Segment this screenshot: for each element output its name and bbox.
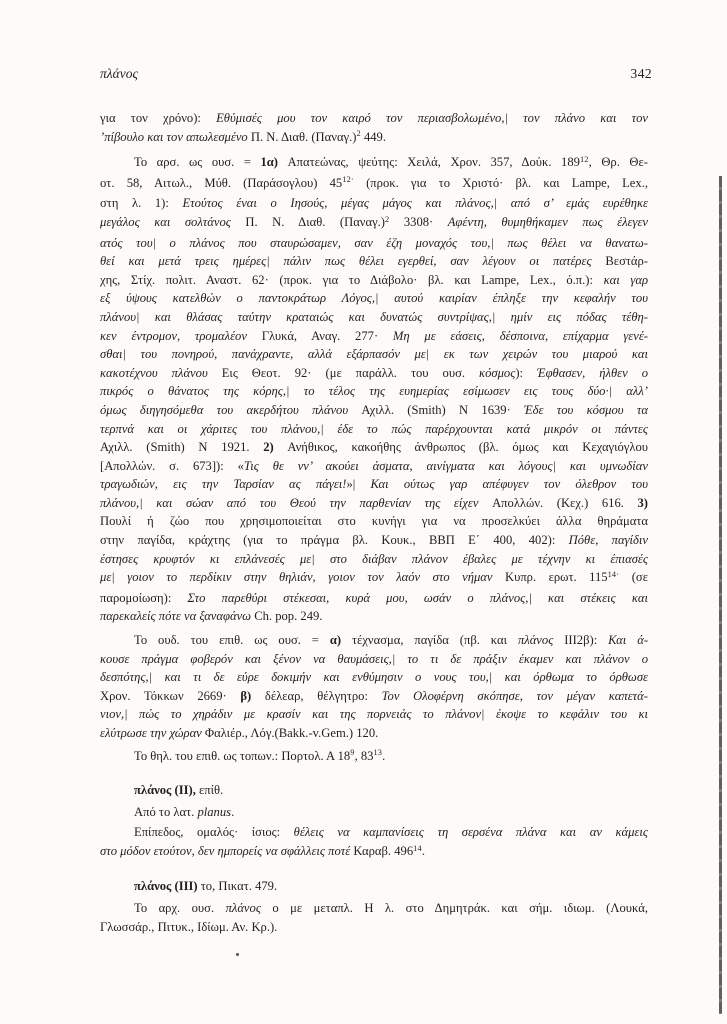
text-run: 9 <box>350 748 355 758</box>
text-run: παρεκαλείς πότε να ξαναφάνω <box>100 609 255 624</box>
text-run: Ετούτος έναι ο Ιησούς, μέγας μάγος και πλάνος,| από σ’ εμάς ευρέθηκε <box>182 196 648 211</box>
text-run: παρομοίωση): <box>100 590 188 605</box>
text-run: θεί και μετά τρεις ημέρες| πάλιν πως θέλει εγερθεί, σαν λέγουν οι πατέρες <box>100 254 606 269</box>
entry-planos-ii-body <box>100 823 648 862</box>
text-line <box>100 531 648 550</box>
text-run: χης, Στίχ. πολιτ. Αναστ. 62· (προκ. για το Διάβολο· βλ. και Lampe, Lex., ό.π.): <box>100 272 604 287</box>
text-run: 2 <box>356 129 361 139</box>
text-line <box>100 724 648 743</box>
text-run: Αχιλλ. (Smith) N 1639· <box>361 402 525 417</box>
text-run: στην παγίδα, κράχτης (για το πράγμα βλ. Κουκ., ΒΒΠ Ε΄ 400, 402): <box>100 533 569 548</box>
text-line <box>100 345 648 364</box>
text-line <box>100 899 648 918</box>
text-run: »| <box>346 477 371 492</box>
text-run: πικρός ο θάνατος της κόρης,| το τέλος της ευημερίας εσίμωσεν εις τους δύο·| αλλ’ <box>100 384 648 399</box>
text-run: Αχιλλ. (Smith) N 1921. <box>100 440 264 455</box>
text-line <box>100 109 648 128</box>
text-run: Το αρσ. ως ουσ. = <box>134 155 261 170</box>
entry-planos-ii-etymology <box>100 803 648 822</box>
text-run: Έδε του κόσμου τα <box>524 402 648 417</box>
text-run: . <box>382 748 386 763</box>
text-run: α) <box>329 633 352 648</box>
text-run: (προκ. για το Χριστό· βλ. και Lampe, Lex., <box>353 175 648 190</box>
text-run: 2) <box>263 440 288 455</box>
text-line <box>100 194 648 213</box>
text-run: εξ ύψους κατελθών ο παντοκράτωρ Λόγος,| αυτού καιρίαν έπληξε την κεφαλήν του <box>100 291 648 306</box>
text-run: Από το λατ. <box>134 804 198 819</box>
text-line <box>100 918 648 937</box>
text-run: θέλεις να καμπανίσεις τη σερσένα πλάνα και αν κάμεις <box>293 825 648 840</box>
text-run: 13 <box>373 748 383 758</box>
text-run: δεσπότης,| και τι δε εύρε δοκιμήν και ενθύμησιν ο νους του,| και όρθωμα το όρθωσε <box>100 670 648 685</box>
text-line <box>100 842 648 863</box>
text-line <box>100 364 648 383</box>
text-run: νιον,| πώς το χηράδιν με κρασίν και της πορνειάς το πλάνον| έκοψε το κεφάλιν του κι <box>100 707 648 722</box>
text-run: πλάνος (III) <box>134 878 201 893</box>
text-line <box>100 568 648 589</box>
text-line <box>100 234 648 253</box>
scan-edge-line <box>719 176 722 1014</box>
text-line <box>100 650 648 669</box>
text-line <box>100 631 648 650</box>
text-column <box>100 109 648 936</box>
text-run: 3308· <box>389 214 448 229</box>
text-run: σθαι| του πονηρού, πανάχραντε, αλλά εξάρπασόν με| εκ των χειρών του μιαρού και <box>100 347 648 362</box>
text-run: Μη με εάσεις, δέσποινα, επίχαρμα γενέ- <box>392 328 648 343</box>
text-run: πλάνος (II), <box>134 783 199 798</box>
text-line <box>100 420 648 439</box>
text-run: [Απολλών. σ. 673]): « <box>100 458 244 473</box>
text-run: 14 <box>413 843 422 853</box>
text-run: οτ. 58, Αιτωλ., Μύθ. (Παράσογλου) 45 <box>100 175 343 190</box>
text-line <box>100 252 648 271</box>
text-run: planus <box>197 804 232 819</box>
text-run: Βεστάρ- <box>605 254 648 269</box>
text-run: έστησες κρυφτόν κι επλάνεσές με| στο διάβαν πλάνον έβαλες με τέχνην κι έπιασές <box>100 551 648 566</box>
text-run: ατός του| ο πλάνος που σταυρώσαμεν, σαν έζη μοναχός του,| πως θέλει να θανατω- <box>100 235 648 250</box>
scan-speck <box>236 953 239 956</box>
text-run: τραγωδιών, εις την Ταρσίαν ας πάγει! <box>100 477 347 492</box>
text-run: Έφθασεν, ήλθεν ο <box>537 365 648 380</box>
text-run: Καραβ. 496 <box>353 843 414 858</box>
text-run: 2 <box>385 214 390 224</box>
text-run: με| γοιον το περδίκιν στην θηλιάν, γοιον τον λαόν στο νήμαν <box>100 570 505 585</box>
text-run: δέλεαρ, θέλγητρο: <box>264 688 382 703</box>
text-run: Το θηλ. του επιθ. ως τοπων.: Πορτολ. Α 18 <box>134 748 351 763</box>
text-line <box>100 494 648 513</box>
text-run: Το αρχ. ουσ. <box>134 901 226 916</box>
text-run: ’πίβουλο και τον απωλεσμένο <box>100 129 251 144</box>
text-run: κουσε πράγμα φοβερόν και ξένον να θαυμάσεις,| το τι δε πράξιν έκαμεν και πλάνον ο <box>100 651 648 666</box>
text-line <box>100 705 648 724</box>
text-run: Απατεώνας, ψεύτης: Χειλά, Χρον. 357, Δούκ. 189 <box>287 155 580 170</box>
text-run: στη λ. 1): <box>100 196 183 211</box>
text-run: Απολλών. (Κεχ.) 616. <box>492 495 638 510</box>
text-run: Χρον. Τόκκων 2669· <box>100 688 241 703</box>
text-run: πλάνου| και θλάσας ταύτην κραταιώς και δυνατώς συντρίψας,| ημίν εις πόδας τέθη- <box>100 309 648 324</box>
text-run: 3) <box>637 495 648 510</box>
text-run: τερπνά και οι χάριτες του πλάνου,| έδε το πώς παρέρχουνται κατά μικρόν οι πάντες <box>100 421 648 436</box>
text-run: . <box>231 804 235 819</box>
text-run: Το ουδ. του επιθ. ως ουσ. = <box>134 633 330 648</box>
text-run: Στο παρεθύρι στέκεσαι, κυρά μου, ωσάν ο πλάνος,| και στέκεις και <box>187 590 648 605</box>
text-run: Τις θε νν’ ακούει άσματα, αινίγματα και λόγους| και υμνωδίαν <box>243 458 648 473</box>
text-line <box>100 687 648 706</box>
feminine-toponym-paragraph <box>100 747 648 768</box>
text-run: μεγάλος και σολτάνος <box>100 214 246 229</box>
text-run: κόσμος <box>479 365 516 380</box>
text-run: 1α) <box>260 155 288 170</box>
text-line <box>100 128 648 149</box>
text-run: ): <box>515 365 538 380</box>
text-line <box>100 438 648 457</box>
text-run: , 83 <box>354 748 374 763</box>
text-run: Π. Ν. Διαθ. (Παναγ.) <box>250 129 357 144</box>
text-line <box>100 174 648 195</box>
text-run: ο με μεταπλ. Η λ. στο Δημητράκ. και σήμ. ιδιωμ. (Λουκά, <box>260 901 648 916</box>
text-line <box>100 382 648 401</box>
running-head-page-number: 342 <box>630 66 652 81</box>
continuation-paragraph <box>100 109 648 148</box>
text-run: για τον χρόνο): <box>100 111 217 125</box>
text-run: και γαρ <box>603 272 648 287</box>
text-run: Αφέντη, θυμηθήκαμεν πως έλεγεν <box>447 214 649 229</box>
text-run: Φαλιέρ., Λόγ.(Bakk.-v.Gem.) 120. <box>204 726 379 740</box>
text-run: Π. Ν. Διαθ. (Παναγ.) <box>245 214 386 229</box>
text-line <box>100 607 648 626</box>
text-line <box>100 512 648 531</box>
text-run: Και ούτως γαρ απέφυγεν τον όλεθρον του <box>370 477 648 492</box>
text-run: Και ά- <box>608 633 649 648</box>
text-run: Εθύμισές μου τον καιρό τον περιασβολωμένο,| τον πλάνο και τον <box>216 111 649 125</box>
running-head <box>100 66 652 82</box>
text-line <box>100 877 648 896</box>
text-run: Τον Ολοφέρνη σκόπησε, τον μέγαν καπετά- <box>381 688 648 703</box>
text-line <box>100 308 648 327</box>
text-line <box>100 803 648 822</box>
text-run: Πόθε, παγίδιν <box>568 533 648 548</box>
text-run: Γλωσσάρ., Πιτυκ., Ιδίωμ. Αν. Κρ.). <box>100 919 278 934</box>
text-run: κακοτέχνου πλάνου <box>100 365 222 380</box>
entry-planos-iii-body <box>100 899 648 936</box>
text-run: τέχνασμα, παγίδα (πβ. και <box>351 633 518 648</box>
text-line <box>100 668 648 687</box>
masculine-as-noun-paragraph <box>100 153 648 626</box>
text-line <box>100 589 648 608</box>
neuter-as-noun-paragraph <box>100 631 648 743</box>
text-run: , Θρ. Θε- <box>588 155 648 170</box>
entry-planos-ii-heading <box>100 781 648 800</box>
text-run: Κυπρ. ερωτ. 115 <box>504 570 608 585</box>
text-line <box>100 401 648 420</box>
text-line <box>100 781 648 800</box>
text-run: Γλυκά, Αναγ. 277· <box>261 328 393 343</box>
text-line <box>100 271 648 290</box>
text-run: Ανήθικος, κακοήθης άνθρωπος (βλ. όμως και Κεχαγιόγλου <box>287 440 648 455</box>
text-run: Πουλί ή ζώο που χρησιμοποιείται στο κυνήγι για να προσελκύει άλλα θηράματα <box>100 514 648 529</box>
text-run: 14· <box>607 569 620 579</box>
text-run: πλάνος <box>225 901 261 916</box>
text-line <box>100 153 648 174</box>
text-run: στο μόδον ετούτον, δεν ημπορείς να σφάλλεις ποτέ <box>100 843 354 858</box>
text-line <box>100 550 648 569</box>
text-run: επίθ. <box>199 783 224 798</box>
entry-planos-iii-heading <box>100 877 648 896</box>
text-line <box>100 289 648 308</box>
text-run: 12· <box>342 175 354 185</box>
text-run: . <box>421 843 425 858</box>
text-line <box>100 475 648 494</box>
text-line <box>100 327 648 346</box>
text-line <box>100 457 648 476</box>
text-run: III2β): <box>553 633 609 648</box>
text-run: ελύτρωσε την χώραν <box>100 726 205 740</box>
text-run: όμως διηγησόμεθα του ακερδήτου πλάνου <box>100 402 362 417</box>
text-run: (σε <box>619 570 649 585</box>
text-run: Ch. pop. 249. <box>254 609 323 624</box>
text-line <box>100 747 648 768</box>
text-run: πλάνου,| και σώαν από του Θεού την παρθενίαν της είχεν <box>100 495 493 510</box>
text-run: β) <box>240 688 265 703</box>
text-run: πλάνος <box>517 633 554 648</box>
text-line <box>100 823 648 842</box>
text-run: 449. <box>360 129 386 144</box>
text-run: Επίπεδος, ομαλός· ίσιος: <box>134 825 294 840</box>
text-line <box>100 213 648 234</box>
text-run: κεν έντρομον, τρομαλέον <box>100 328 262 343</box>
running-head-headword: πλάνος <box>100 66 138 81</box>
text-run: Εις Θεοτ. 92· (με παράλλ. του ουσ. <box>221 365 480 380</box>
text-run: 12 <box>579 154 589 164</box>
text-run: το, Πικατ. 479. <box>200 878 278 893</box>
